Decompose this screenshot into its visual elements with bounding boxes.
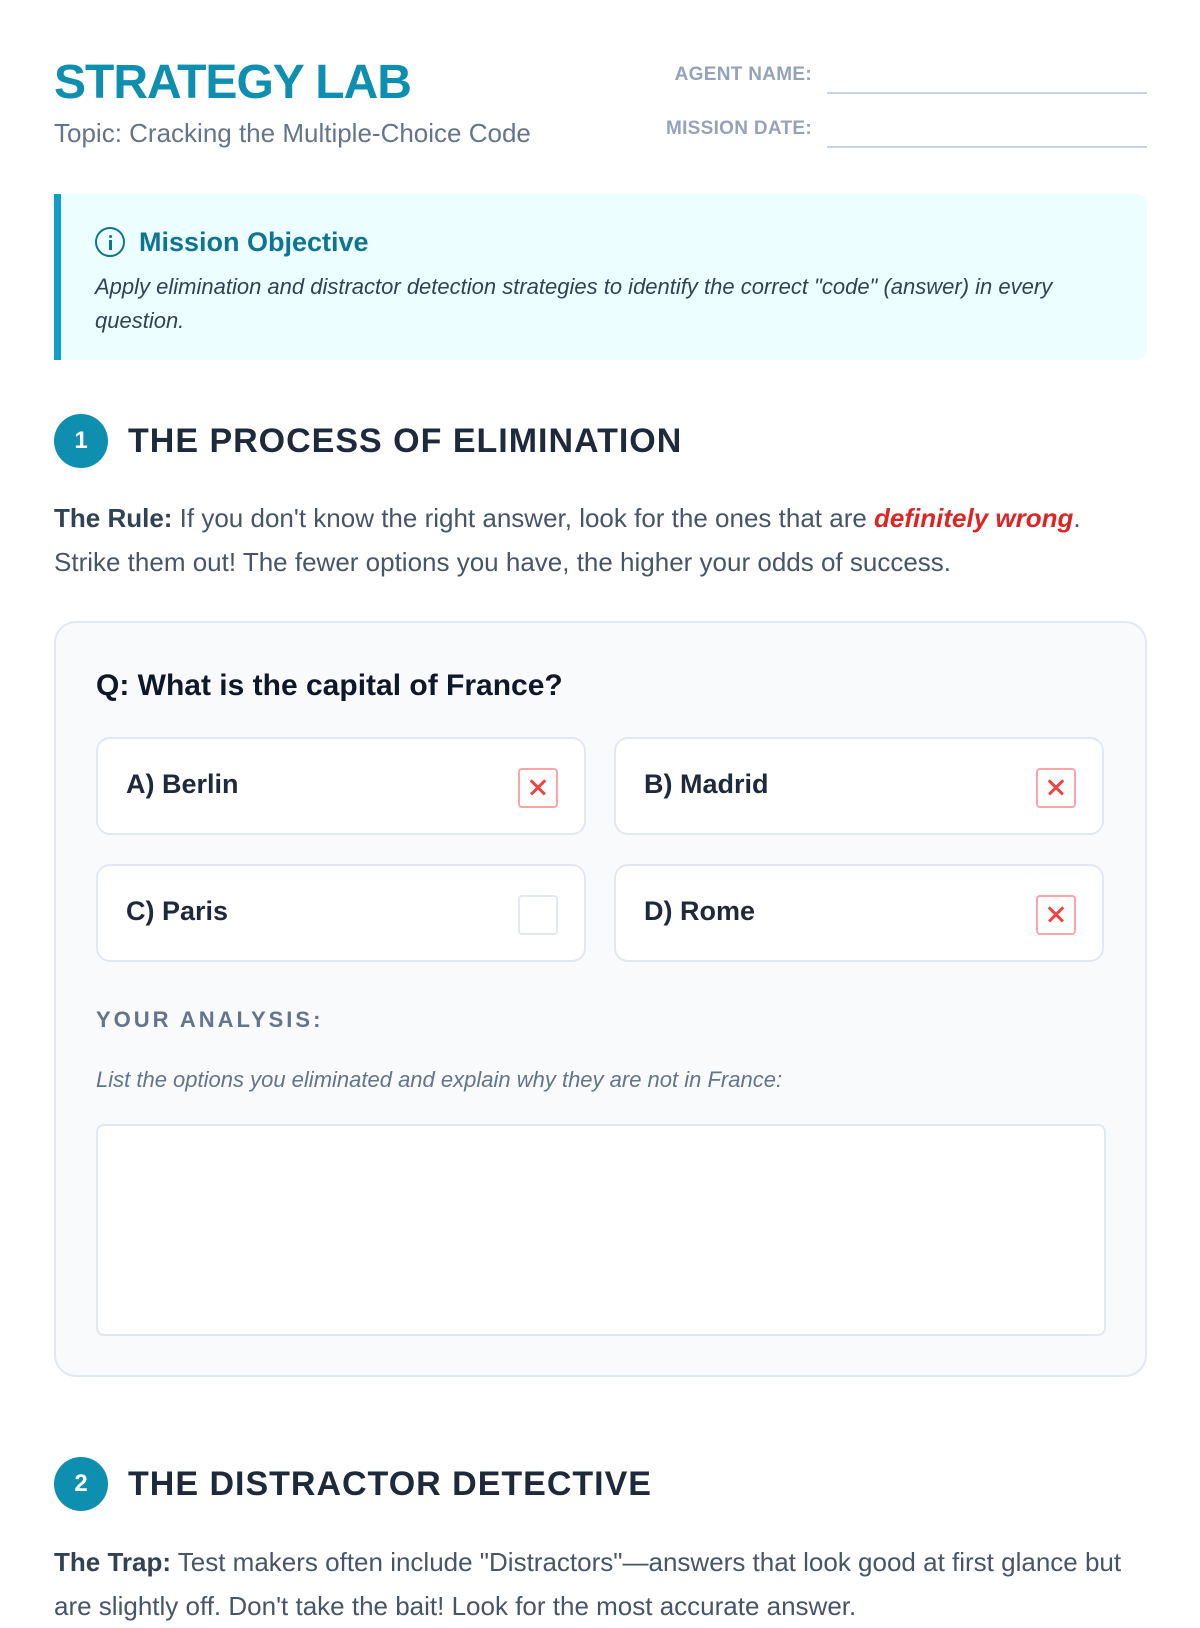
section-1-number-badge: 1 — [54, 414, 108, 468]
rule-text-1: If you don't know the right answer, look for the ones that are — [172, 503, 875, 533]
empty-checkbox[interactable] — [518, 895, 558, 935]
section-2-heading — [54, 1457, 1147, 1511]
analysis-textarea[interactable] — [96, 1124, 1106, 1336]
info-icon — [95, 227, 125, 257]
elimination-rule — [54, 496, 1147, 584]
section-1-title: THE PROCESS OF ELIMINATION — [128, 421, 683, 460]
option-b-label: B) Madrid — [644, 769, 769, 799]
agent-name-field[interactable] — [827, 92, 1147, 94]
page-title: STRATEGY LAB — [54, 56, 411, 109]
objective-text: Apply elimination and distractor detection strategies to identify the correct "code" (answer) in every question. — [95, 274, 1053, 333]
question-text: Q: What is the capital of France? — [96, 669, 563, 702]
header — [54, 58, 1147, 158]
rule-emphasis: definitely wrong — [874, 503, 1074, 533]
objective-title: Mission Objective — [139, 226, 369, 257]
agent-name-row — [660, 58, 1147, 98]
distractor-trap — [54, 1540, 1147, 1628]
option-c-label: C) Paris — [126, 896, 229, 926]
topic-subtitle: Topic: Cracking the Multiple-Choice Code — [54, 118, 531, 148]
eliminated-x-icon[interactable] — [1036, 768, 1076, 808]
trap-lead: The Trap: — [54, 1547, 172, 1577]
section-2-title: THE DISTRACTOR DETECTIVE — [128, 1464, 652, 1503]
option-b[interactable] — [614, 737, 1104, 835]
analysis-hint: List the options you eliminated and explain why they are not in France: — [96, 1067, 783, 1092]
option-d-label: D) Rome — [644, 896, 756, 926]
section-1-heading — [54, 414, 1147, 468]
mission-date-field[interactable] — [827, 146, 1147, 148]
analysis-label: YOUR ANALYSIS: — [96, 1007, 324, 1032]
option-a[interactable] — [96, 737, 586, 835]
mission-date-label: MISSION DATE: — [665, 118, 812, 139]
objective-heading — [95, 226, 369, 258]
option-c[interactable] — [96, 864, 586, 962]
mission-objective-callout — [54, 194, 1147, 360]
option-a-label: A) Berlin — [126, 769, 239, 799]
question-card — [54, 621, 1147, 1377]
agent-name-label: AGENT NAME: — [674, 64, 812, 85]
section-2-number-badge: 2 — [54, 1457, 108, 1511]
mission-date-row — [660, 112, 1147, 152]
rule-text-2: . Strike them out! The fewer options you have, the higher your odds of success. — [54, 503, 1081, 577]
option-d[interactable] — [614, 864, 1104, 962]
trap-text: Test makers often include "Distractors"—answers that look good at first glance but are slightly off. Don't take the bait! Look for the most accurate answer. — [54, 1547, 1122, 1621]
eliminated-x-icon[interactable] — [518, 768, 558, 808]
rule-lead: The Rule: — [54, 503, 173, 533]
eliminated-x-icon[interactable] — [1036, 895, 1076, 935]
